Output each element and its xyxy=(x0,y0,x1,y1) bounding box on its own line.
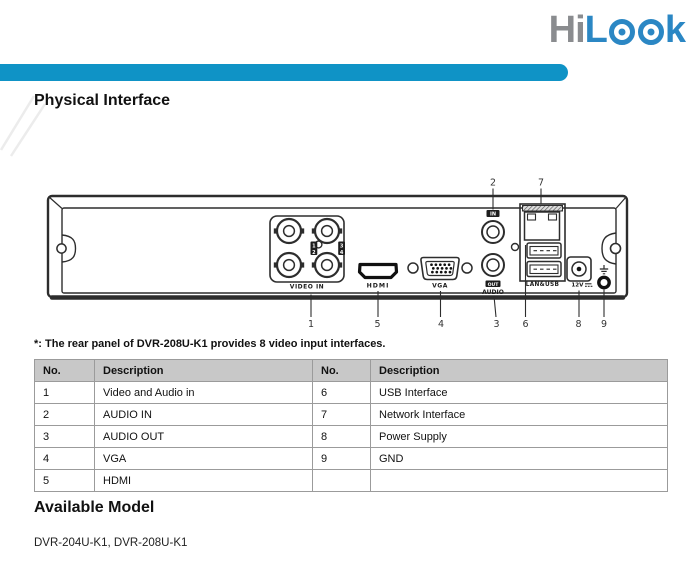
table-cell: AUDIO IN xyxy=(95,404,313,426)
lan-usb-label: LAN&USB xyxy=(525,281,560,288)
audio-jacks xyxy=(482,210,519,296)
table-row xyxy=(35,470,668,492)
model-list: DVR-204U-K1, DVR-208U-K1 xyxy=(34,537,188,549)
svg-text:1: 1 xyxy=(312,243,316,250)
callout-2: 2 xyxy=(489,177,497,189)
table-cell: 1 xyxy=(35,382,95,404)
rj45-port xyxy=(525,212,560,240)
gnd-screw xyxy=(599,277,609,287)
svg-text:4: 4 xyxy=(339,250,344,257)
table-cell: 7 xyxy=(313,404,371,426)
callout-6: 6 xyxy=(522,319,529,330)
svg-text:2: 2 xyxy=(312,250,316,257)
bnc-number-badge xyxy=(338,242,345,257)
table-header-cell: No. xyxy=(35,360,95,382)
usb-port-1 xyxy=(527,243,561,258)
table-cell: 5 xyxy=(35,470,95,492)
table-cell: Power Supply xyxy=(371,426,668,448)
table-row xyxy=(35,448,668,470)
callout-8: 8 xyxy=(575,319,582,330)
usb-port-2 xyxy=(527,262,561,277)
table-header-row xyxy=(35,360,668,382)
audio-out-jack xyxy=(482,254,504,276)
audio-out-badge: OUT xyxy=(487,282,499,288)
table-row xyxy=(35,382,668,404)
svg-text:3: 3 xyxy=(339,243,344,250)
table-cell: Video and Audio in xyxy=(95,382,313,404)
video-in-block xyxy=(270,216,345,291)
bnc-connector xyxy=(274,219,304,243)
table-cell xyxy=(313,470,371,492)
table-header-cell: Description xyxy=(371,360,668,382)
power-label: 12V xyxy=(571,282,584,289)
bnc-connector xyxy=(312,219,342,243)
panel-screw-hole xyxy=(512,244,519,251)
vga-label: VGA xyxy=(432,282,448,290)
callout-5: 5 xyxy=(374,319,381,330)
audio-in-badge: IN xyxy=(489,211,497,218)
hdmi-label: HDMI xyxy=(366,282,390,290)
hilook-logo xyxy=(548,9,685,51)
power-jack xyxy=(567,257,592,289)
callout-1: 1 xyxy=(307,319,315,330)
table-cell: 8 xyxy=(313,426,371,448)
interface-table xyxy=(34,359,668,492)
table-header-cell: Description xyxy=(95,360,313,382)
vga-port xyxy=(408,258,472,290)
callout-9: 9 xyxy=(600,319,608,330)
dc-symbol-icon xyxy=(585,284,592,287)
bnc-connector xyxy=(274,253,304,277)
audio-label: AUDIO xyxy=(482,288,504,296)
bnc-number-badge xyxy=(311,242,318,257)
logo-text-l: L xyxy=(584,9,607,51)
note-text: *: The rear panel of DVR-208U-K1 provides 8 video input interfaces. xyxy=(34,338,386,350)
table-cell: USB Interface xyxy=(371,382,668,404)
left-screw-hole xyxy=(57,244,66,253)
table-cell xyxy=(371,470,668,492)
table-row xyxy=(35,426,668,448)
table-cell: HDMI xyxy=(95,470,313,492)
video-in-label: VIDEO IN xyxy=(289,283,325,291)
audio-in-jack xyxy=(482,221,504,243)
brand-accent-bar xyxy=(0,64,568,81)
logo-text-k: k xyxy=(664,9,685,51)
callout-3: 3 xyxy=(493,319,500,330)
table-cell: 9 xyxy=(313,448,371,470)
table-cell: Network Interface xyxy=(371,404,668,426)
callout-4: 4 xyxy=(437,319,445,330)
table-cell: 2 xyxy=(35,404,95,426)
vga-pins xyxy=(430,263,452,273)
ground-symbol-icon xyxy=(600,265,608,274)
table-cell: VGA xyxy=(95,448,313,470)
table-cell: GND xyxy=(371,448,668,470)
logo-eye-icon xyxy=(609,19,635,45)
logo-text-hi: Hi xyxy=(548,9,585,51)
bnc-connector xyxy=(312,253,342,277)
table-cell: 4 xyxy=(35,448,95,470)
lan-usb-block xyxy=(520,204,565,288)
right-screw-hole xyxy=(611,244,621,254)
logo-eye-icon xyxy=(638,19,664,45)
table-row xyxy=(35,404,668,426)
table-cell: 6 xyxy=(313,382,371,404)
available-model-title: Available Model xyxy=(34,499,155,516)
gnd-terminal xyxy=(599,265,609,288)
table-cell: 3 xyxy=(35,426,95,448)
table-cell: AUDIO OUT xyxy=(95,426,313,448)
callout-7: 7 xyxy=(537,177,545,189)
rear-panel-diagram xyxy=(0,165,696,340)
table-header-cell: No. xyxy=(313,360,371,382)
page-title: Physical Interface xyxy=(34,92,171,109)
hdmi-port xyxy=(360,265,397,290)
